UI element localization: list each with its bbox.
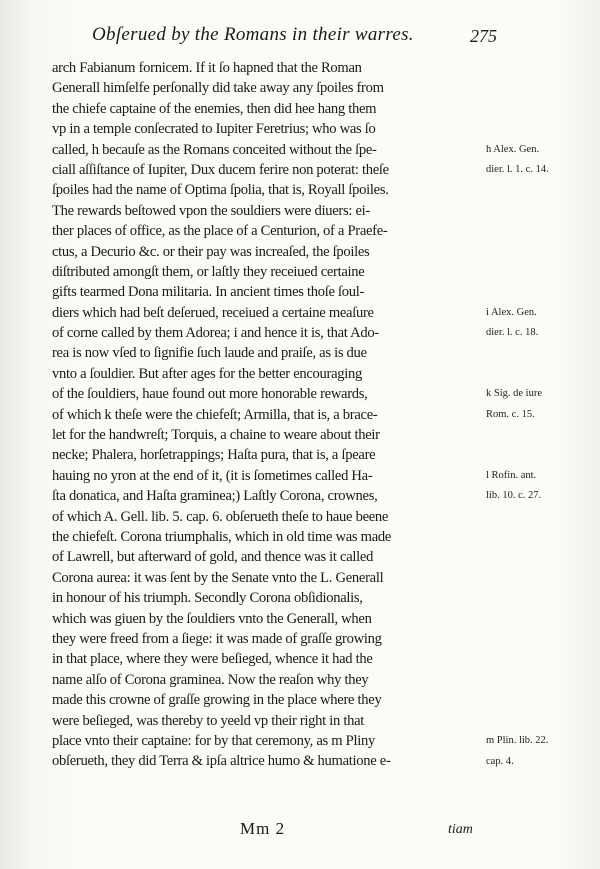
marginal-note: dier. l. 1. c. 14. <box>486 164 549 175</box>
text-line: they were freed from a ſiege: it was made of graſſe growing <box>52 630 382 647</box>
marginal-note: h Alex. Gen. <box>486 143 540 155</box>
text-line: arch Fabianum fornicem. If it ſo hapned that the Roman <box>52 60 362 76</box>
marginal-note: k Sig. de iure <box>486 388 542 400</box>
text-line: diers which had beſt deſerued, receiued a certaine meaſure <box>52 304 374 321</box>
text-line: called, h becauſe as the Romans conceited without the ſpe- <box>52 141 377 158</box>
text-line: of which k theſe were the chiefeſt; Armilla, that is, a brace- <box>52 406 378 423</box>
body-text <box>52 58 494 772</box>
text-line: diſtributed amongſt them, or laſtly they receiued certaine <box>52 263 365 280</box>
page-number: 275 <box>470 26 497 46</box>
text-line: of which A. Gell. lib. 5. cap. 6. obſerueth theſe to haue beene <box>52 508 389 525</box>
text-line: the chiefe captaine of the enemies, then did hee hang them <box>52 100 377 117</box>
text-line: ctus, a Decurio &c. or their pay was increaſed, the ſpoiles <box>52 243 370 260</box>
text-line: of corne called by them Adorea; i and hence it is, that Ado- <box>52 325 379 342</box>
text-line: obſerueth, they did Terra & ipſa altrice humo & humatione e- <box>52 753 391 770</box>
text-line: of the ſouldiers, haue found out more honorable rewards, <box>52 386 368 403</box>
marginal-note: i Alex. Gen. <box>486 306 537 318</box>
text-line: rea is now vſed to ſignifie ſuch laude and praiſe, as is due <box>52 345 367 362</box>
text-line: which was giuen by the ſouldiers vnto the Generall, when <box>52 610 372 627</box>
text-line: in that place, where they were beſieged, whence it had the <box>52 651 373 668</box>
text-line: vnto a ſouldier. But after ages for the better encouraging <box>52 365 363 382</box>
marginal-note: Rom. c. 15. <box>486 408 535 420</box>
text-line: vp in a temple conſecrated to Iupiter Feretrius; who was ſo <box>52 121 376 138</box>
text-line: in honour of his triumph. Secondly Corona obſidionalis, <box>52 590 363 607</box>
text-line: The rewards beſtowed vpon the souldiers were diuers: ei- <box>52 202 370 219</box>
text-line: ſpoiles had the name of Optima ſpolia, that is, Royall ſpoiles. <box>52 182 389 199</box>
text-line: necke; Phalera, horſetrappings; Haſta pura, that is, a ſpeare <box>52 447 376 464</box>
marginal-note: cap. 4. <box>486 755 514 767</box>
text-line: hauing no yron at the end of it, (it is ſometimes called Ha- <box>52 467 373 484</box>
marginal-note: l Rofin. ant. <box>486 470 537 481</box>
text-line: ſta donatica, and Haſta graminea;) Laſtly Corona, crownes, <box>52 488 378 505</box>
running-title: Obſerued by the Romans in their warres. <box>92 24 414 45</box>
text-line: made this crowne of graſſe growing in the place where they <box>52 692 382 709</box>
catchword: tiam <box>448 822 473 837</box>
text-line: Corona aurea: it was ſent by the Senate vnto the L. Generall <box>52 569 384 586</box>
marginal-note: lib. 10. c. 27. <box>486 490 542 502</box>
text-line: name alſo of Corona graminea. Now the reaſon why they <box>52 671 369 688</box>
marginal-note: dier. l. c. 18. <box>486 327 539 339</box>
text-line: let for the handwreſt; Torquis, a chaine to weare about their <box>52 427 380 444</box>
text-line: gifts tearmed Dona militaria. In ancient times thoſe ſoul- <box>52 284 365 301</box>
text-line: were beſieged, was thereby to yeeld vp their right in that <box>52 712 365 729</box>
text-line: ciall aſſiſtance of Iupiter, Dux ducem ferire non poterat: theſe <box>52 161 389 178</box>
text-line: Generall himſelfe perſonally did take away any ſpoiles from <box>52 80 384 97</box>
text-line: the chiefeſt. Corona triumphalis, which in old time was made <box>52 528 392 545</box>
text-line: ther places of office, as the place of a Centurion, of a Praefe- <box>52 223 388 240</box>
signature-mark: Mm 2 <box>240 819 286 838</box>
marginal-note: m Plin. lib. 22. <box>486 735 549 747</box>
text-line: of Lawrell, but afterward of gold, and thence was it called <box>52 549 374 566</box>
text-line: place vnto their captaine: for by that ceremony, as m Pliny <box>52 732 375 749</box>
